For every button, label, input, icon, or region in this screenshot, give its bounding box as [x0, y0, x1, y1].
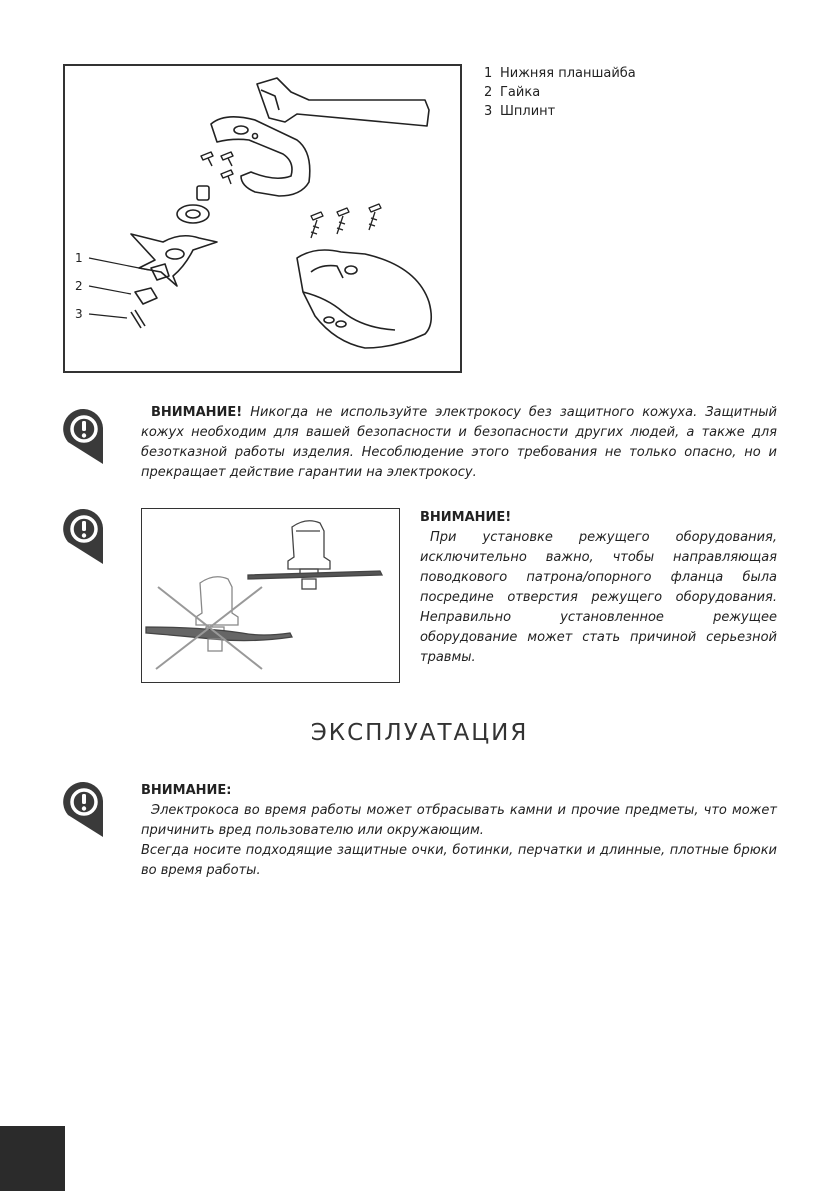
- gear-plate: [211, 117, 310, 196]
- callout-1: 1: [75, 251, 83, 265]
- warning-body: Электрокоса во время работы может отбрасывать камни и прочие предметы, что может причинить вред пользователю или окружающим.: [141, 803, 777, 838]
- assembly-diagram: [63, 64, 462, 373]
- warning-icon: [63, 781, 105, 837]
- washer: [177, 205, 209, 223]
- callout-3: 3: [75, 307, 83, 321]
- warning-installation-text: [420, 508, 777, 668]
- warning-icon: [63, 408, 105, 464]
- screws: [201, 152, 233, 184]
- nut: [135, 288, 157, 304]
- blade: [131, 234, 217, 286]
- bushing: [197, 186, 209, 200]
- section-title: ЭКСПЛУАТАЦИЯ: [310, 720, 529, 746]
- guard-screws: [311, 204, 381, 238]
- warning-body: Никогда не используйте электрокосу без защитного кожуха. Защитный кожух необходим для вашей безопасности и безопасности других людей, а также для безоткaзной работы изделия. Несоблюдение этого требования не только опасно, но и прекращает действие гарантии на электрокосу.: [141, 405, 777, 480]
- correct-installation: [248, 521, 382, 589]
- warning-body: При установке режущего оборудования, исключительно важно, чтобы направляющая поводкового патрона/опорного фланца была посредине отверстия режущего оборудования. Неправильно установленное режущее оборудование может стать причиной серьезной травмы.: [420, 530, 777, 665]
- shaft-part: [257, 78, 429, 126]
- installation-drawing: [142, 509, 398, 681]
- protective-guard: [297, 250, 431, 348]
- warning-label: ВНИМАНИЕ!: [420, 510, 512, 525]
- warning-label: ВНИМАНИЕ!: [151, 405, 243, 420]
- parts-legend: [484, 64, 636, 121]
- page-corner-tab: [0, 1126, 65, 1191]
- warning-icon: [63, 508, 105, 564]
- installation-diagram: [141, 508, 400, 683]
- warning-label: ВНИМАНИЕ:: [141, 783, 232, 798]
- legend-item: 2 Гайка: [484, 85, 541, 100]
- warning-body: Всегда носите подходящие защитные очки, ботинки, перчатки и длинные, плотные брюки во время работы.: [141, 843, 777, 878]
- callout-2: 2: [75, 279, 83, 293]
- warning-guard-text: [141, 403, 777, 483]
- assembly-drawing: [65, 66, 460, 371]
- warning-operation-text: [141, 781, 777, 881]
- legend-item: 3 Шплинт: [484, 104, 556, 119]
- incorrect-installation: [146, 577, 292, 651]
- legend-item: 1 Нижняя планшайба: [484, 66, 636, 81]
- cotter-pin: [131, 312, 141, 328]
